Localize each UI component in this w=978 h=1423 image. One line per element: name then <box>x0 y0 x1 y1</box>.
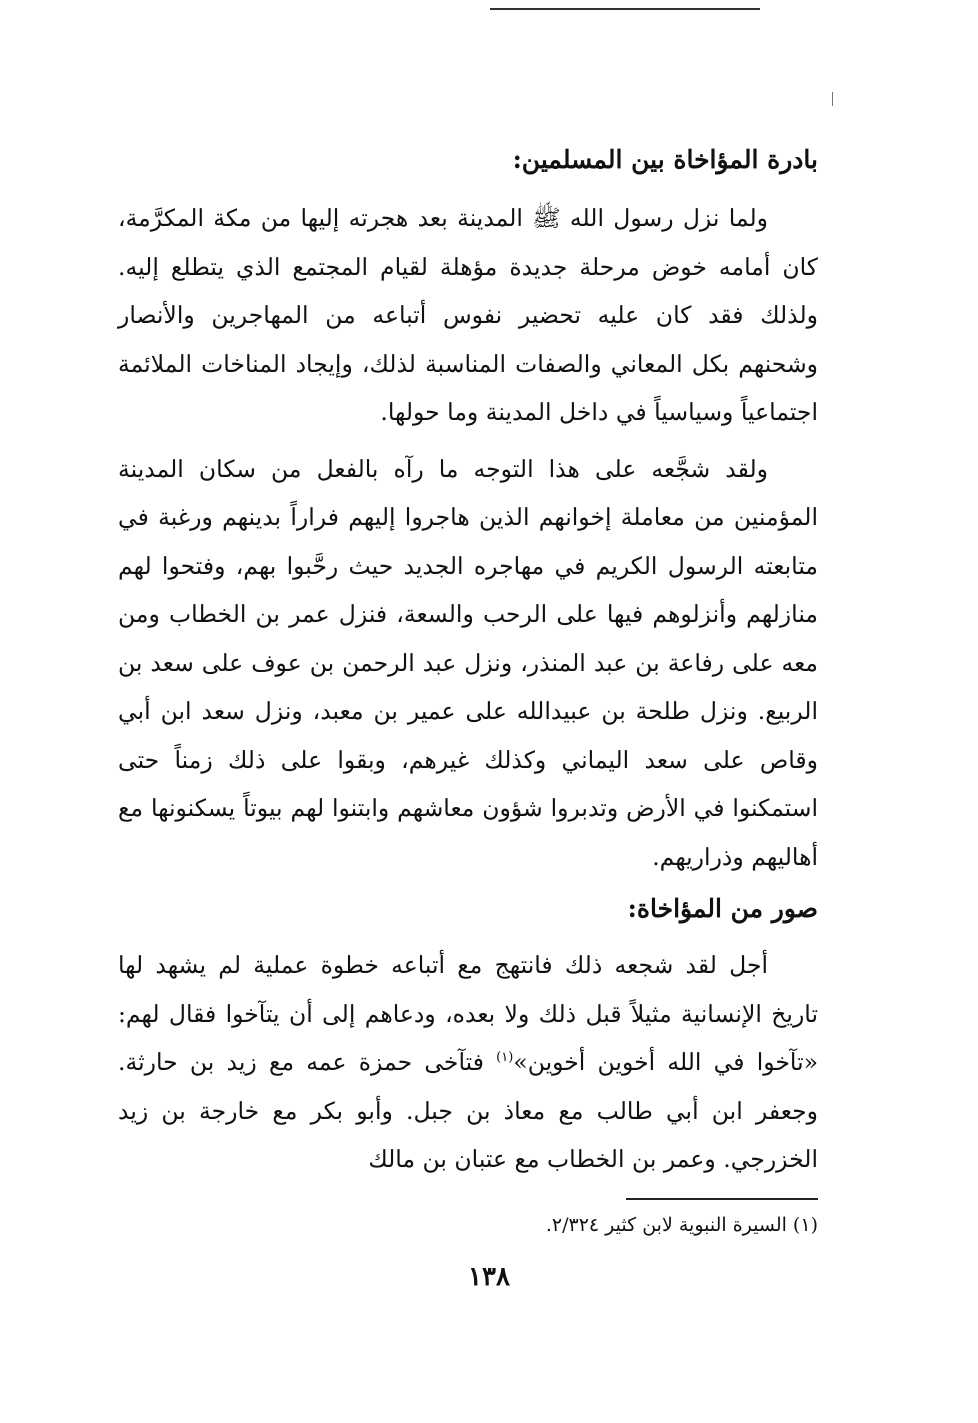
page-number: ١٣٨ <box>468 1262 510 1292</box>
paragraph-2: ولقد شجَّعه على هذا التوجه ما رآه بالفعل من سكان المدينة المؤمنين من معاملة إخوانهم الذين هاجروا إليهم فراراً بدينهم ورغبة في متابعته الرسول الكريم في مهاجره الجديد حيث رحَّبوا بهم، وفتحوا لهم منازلهم وأنزلوهم فيها على الرحب والسعة، فنزل عمر بن الخطاب ومن معه على رفاعة بن عبد المنذر، ونزل عبد الرحمن بن عوف على سعد بن الربيع. ونزل طلحة بن عبيدالله على عمير بن معبد، ونزل سعد ابن أبي وقاص على سعد اليماني وكذلك غيرهم، وبقوا على ذلك زمناً حتى استمكنوا في الأرض وتدبروا شؤون معاشهم وابتنوا لهم بيوتاً يسكنونها مع أهاليهم وذراريهم. <box>118 454 818 871</box>
footnote: (١) السيرة النبوية لابن كثير ٢/٣٢٤. <box>545 1214 818 1236</box>
section-heading-brotherhood-initiative: بادرة المؤاخاة بين المسلمين: <box>512 145 818 174</box>
paragraph-3 <box>118 941 818 1184</box>
section-heading-forms-of-brotherhood: صور من المؤاخاة: <box>627 894 818 923</box>
footnote-reference: (١) <box>496 1050 514 1066</box>
paragraph-3-text-after-ref: فتآخى حمزة عمه مع زيد بن حارثة. وجعفر ابن أبي طالب مع معاذ بن جبل. وأبو بكر مع خارجة بن زيد الخزرجي. وعمر بن الخطاب مع عتبان بن مالك <box>118 1048 818 1173</box>
footnote-divider <box>626 1198 818 1200</box>
margin-mark <box>832 92 833 106</box>
top-rule <box>490 8 760 10</box>
page-body <box>118 140 818 1192</box>
paragraph-3-text-before-ref: أجل لقد شجعه ذلك فانتهج مع أتباعه خطوة عملية لم يشهد لها تاريخ الإنسانية مثيلاً قبل ذلك ولا بعده، ودعاهم إلى أن يتآخوا فقال لهم: «تآخوا في الله أخوين أخوين» <box>118 951 819 1076</box>
paragraph-1: ولما نزل رسول الله ﷺ المدينة بعد هجرته إليها من مكة المكرَّمة، كان أمامه خوض مرحلة جديدة مؤهلة لقيام المجتمع الذي يتطلع إليه. ولذلك فقد كان عليه تحضير نفوس أتباعه من المهاجرين والأنصار وشحنهم بكل المعاني والصفات المناسبة لذلك، وإيجاد المناخات الملائمة اجتماعياً وسياسياً في داخل المدينة وما حولها. <box>118 204 818 426</box>
